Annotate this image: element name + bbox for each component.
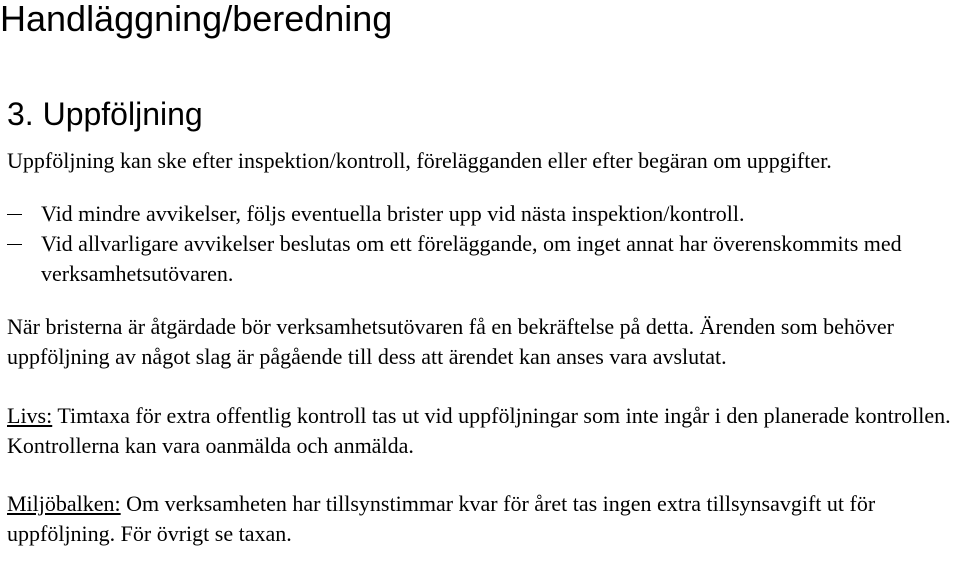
dash-bullet-icon <box>7 244 22 245</box>
list-item <box>7 229 937 289</box>
list-item-text: Vid allvarligare avvikelser beslutas om ett föreläggande, om inget annat har överenskommits med verksamhetsutövaren. <box>41 231 902 286</box>
miljobalken-paragraph <box>7 489 952 549</box>
miljobalken-text: Om verksamheten har tillsynstimmar kvar för året tas ingen extra tillsynsavgift ut för uppföljning. För övrigt se taxan. <box>7 491 876 546</box>
livs-label: Livs: <box>7 403 53 428</box>
list-item-text: Vid mindre avvikelser, följs eventuella brister upp vid nästa inspektion/kontroll. <box>41 201 745 226</box>
followup-paragraph: När bristerna är åtgärdade bör verksamhetsutövaren få en bekräftelse på detta. Ärenden som behöver uppföljning av något slag är pågående till dess att ärendet kan anses vara avslutat. <box>7 314 894 369</box>
intro-paragraph: Uppföljning kan ske efter inspektion/kontroll, förelägganden eller efter begäran om uppgifter. <box>7 148 832 173</box>
livs-paragraph <box>7 401 952 461</box>
dash-bullet-icon <box>7 214 22 215</box>
list-item <box>7 199 937 229</box>
section-title: 3. Uppföljning <box>7 96 203 132</box>
bullet-list <box>7 199 937 289</box>
livs-text: Timtaxa för extra offentlig kontroll tas ut vid uppföljningar som inte ingår i den planerade kontrollen. Kontrollerna kan vara oanmälda och anmälda. <box>7 403 951 458</box>
page-title: Handläggning/beredning <box>0 0 393 39</box>
miljobalken-label: Miljöbalken: <box>7 491 121 516</box>
